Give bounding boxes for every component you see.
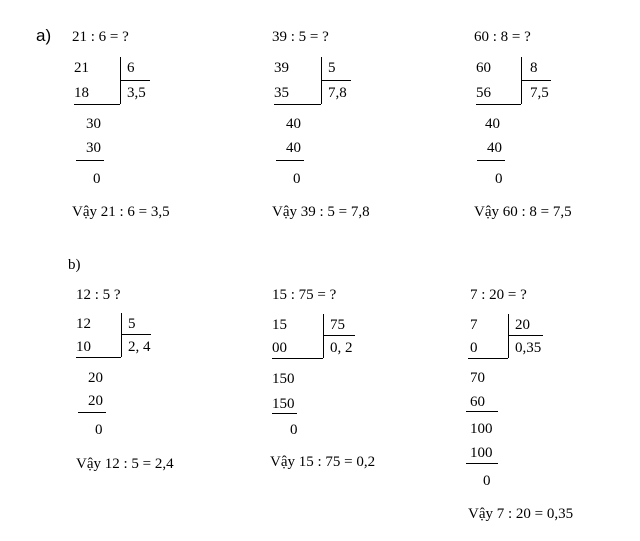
remainder: 40 (485, 116, 500, 132)
subtract-line (466, 463, 498, 464)
conclusion: Vậy 12 : 5 = 2,4 (76, 456, 174, 472)
remainder: 0 (93, 171, 101, 187)
quotient: 0, 2 (330, 340, 353, 356)
subtract-line (276, 160, 304, 161)
remainder: 70 (470, 370, 485, 386)
remainder: 30 (86, 116, 101, 132)
division-bar-vertical (323, 314, 324, 358)
remainder: 0 (95, 422, 103, 438)
subtract-line (272, 413, 297, 414)
quotient: 3,5 (127, 85, 146, 101)
divisor: 5 (128, 316, 136, 332)
quotient: 2, 4 (128, 339, 151, 355)
divisor: 6 (127, 60, 135, 76)
subtract-value: 30 (86, 140, 101, 156)
subtract-value: 20 (88, 393, 103, 409)
remainder: 0 (495, 171, 503, 187)
divisor: 20 (515, 317, 530, 333)
subtract-value: 150 (272, 396, 295, 412)
divisor-underline (121, 334, 151, 335)
subtract-line (477, 160, 505, 161)
subtract-value: 100 (470, 445, 493, 461)
question: 15 : 75 = ? (272, 287, 337, 303)
divisor: 8 (530, 60, 538, 76)
quotient: 7,5 (530, 85, 549, 101)
dividend: 60 (476, 60, 491, 76)
conclusion: Vậy 21 : 6 = 3,5 (72, 204, 170, 220)
subtract-value: 0 (470, 340, 478, 356)
part-a-label: a) (36, 26, 52, 45)
remainder: 40 (286, 116, 301, 132)
subtract-value: 35 (274, 85, 289, 101)
divisor-underline (120, 80, 150, 81)
dividend: 15 (272, 317, 287, 333)
divisor: 75 (330, 317, 345, 333)
remainder: 0 (483, 473, 491, 489)
subtract-value: 40 (487, 140, 502, 156)
question: 21 : 6 = ? (72, 29, 129, 45)
subtract-value: 10 (76, 339, 91, 355)
subtract-line (272, 358, 323, 359)
remainder: 100 (470, 421, 493, 437)
subtract-line (74, 104, 120, 105)
subtract-line (468, 358, 508, 359)
subtract-line (476, 104, 521, 105)
divisor-underline (321, 80, 351, 81)
question: 60 : 8 = ? (474, 29, 531, 45)
subtract-line (78, 412, 106, 413)
dividend: 12 (76, 316, 91, 332)
subtract-value: 40 (286, 140, 301, 156)
divisor-underline (508, 335, 543, 336)
subtract-value: 00 (272, 340, 287, 356)
question: 12 : 5 ? (76, 287, 121, 303)
subtract-value: 60 (470, 394, 485, 410)
quotient: 7,8 (328, 85, 347, 101)
conclusion: Vậy 39 : 5 = 7,8 (272, 204, 370, 220)
conclusion: Vậy 15 : 75 = 0,2 (270, 454, 376, 470)
remainder: 20 (88, 370, 103, 386)
part-b-label: b) (68, 257, 81, 273)
subtract-line (274, 104, 321, 105)
dividend: 39 (274, 60, 289, 76)
dividend: 21 (74, 60, 89, 76)
division-bar-vertical (121, 313, 122, 357)
remainder: 0 (290, 422, 298, 438)
subtract-value: 18 (74, 85, 89, 101)
question: 39 : 5 = ? (272, 29, 329, 45)
question: 7 : 20 = ? (470, 287, 527, 303)
conclusion: Vậy 7 : 20 = 0,35 (468, 506, 574, 522)
divisor: 5 (328, 60, 336, 76)
subtract-line (76, 160, 104, 161)
dividend: 7 (470, 317, 478, 333)
remainder: 0 (293, 171, 301, 187)
subtract-line (466, 411, 498, 412)
conclusion: Vậy 60 : 8 = 7,5 (474, 204, 572, 220)
divisor-underline (323, 335, 355, 336)
quotient: 0,35 (515, 340, 542, 356)
subtract-line (76, 357, 121, 358)
divisor-underline (521, 80, 551, 81)
remainder: 150 (272, 371, 295, 387)
division-bar-vertical (508, 314, 509, 358)
subtract-value: 56 (476, 85, 491, 101)
